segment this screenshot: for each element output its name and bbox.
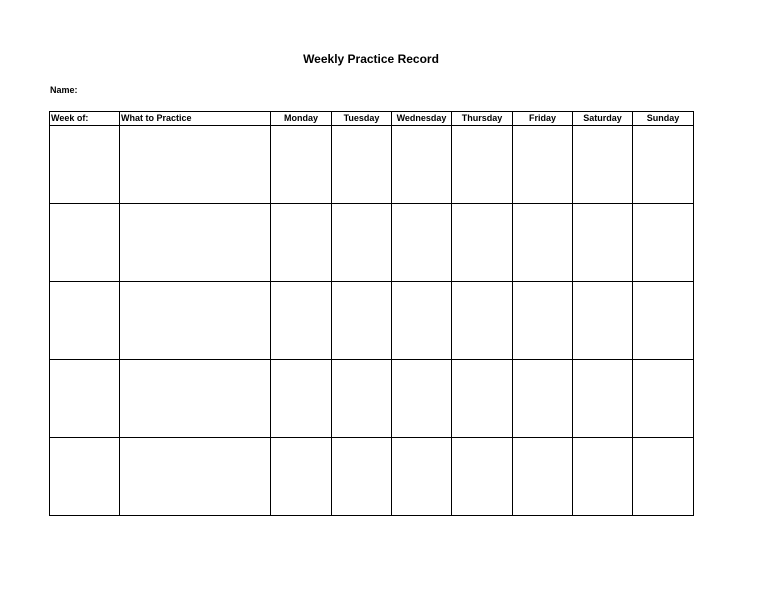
table-body [50, 126, 694, 516]
table-cell[interactable] [332, 360, 392, 438]
header-tuesday: Tuesday [332, 112, 392, 126]
header-wednesday: Wednesday [392, 112, 452, 126]
table-cell[interactable] [573, 204, 633, 282]
header-sunday: Sunday [633, 112, 694, 126]
table-cell[interactable] [633, 282, 694, 360]
table-row [50, 204, 694, 282]
table-row [50, 126, 694, 204]
header-week-of: Week of: [50, 112, 120, 126]
table-cell[interactable] [452, 360, 513, 438]
header-monday: Monday [271, 112, 332, 126]
table-cell[interactable] [452, 438, 513, 516]
table-cell[interactable] [513, 204, 573, 282]
header-what-to-practice: What to Practice [120, 112, 271, 126]
table-cell[interactable] [120, 282, 271, 360]
table-cell[interactable] [50, 126, 120, 204]
table-cell[interactable] [392, 204, 452, 282]
table-cell[interactable] [332, 282, 392, 360]
header-friday: Friday [513, 112, 573, 126]
table-cell[interactable] [392, 282, 452, 360]
table-cell[interactable] [120, 126, 271, 204]
header-saturday: Saturday [573, 112, 633, 126]
table-cell[interactable] [50, 438, 120, 516]
table-cell[interactable] [120, 438, 271, 516]
table-cell[interactable] [50, 360, 120, 438]
table-row [50, 360, 694, 438]
table-cell[interactable] [633, 204, 694, 282]
table-header-row [50, 112, 694, 126]
table-cell[interactable] [573, 282, 633, 360]
table-cell[interactable] [271, 126, 332, 204]
table-cell[interactable] [513, 282, 573, 360]
table-cell[interactable] [120, 204, 271, 282]
table-cell[interactable] [513, 126, 573, 204]
table-cell[interactable] [271, 204, 332, 282]
table-cell[interactable] [50, 204, 120, 282]
table-cell[interactable] [271, 360, 332, 438]
page-title: Weekly Practice Record [303, 52, 439, 66]
table-cell[interactable] [392, 126, 452, 204]
table-cell[interactable] [271, 282, 332, 360]
header-thursday: Thursday [452, 112, 513, 126]
table-cell[interactable] [573, 438, 633, 516]
table-cell[interactable] [573, 360, 633, 438]
name-label: Name: [50, 85, 78, 95]
table-cell[interactable] [452, 282, 513, 360]
table-cell[interactable] [392, 360, 452, 438]
table-cell[interactable] [332, 126, 392, 204]
table-cell[interactable] [633, 126, 694, 204]
table-row [50, 282, 694, 360]
table-cell[interactable] [332, 204, 392, 282]
table-cell[interactable] [633, 360, 694, 438]
practice-record-table [49, 111, 694, 516]
table-cell[interactable] [332, 438, 392, 516]
table-cell[interactable] [573, 126, 633, 204]
table-cell[interactable] [271, 438, 332, 516]
table-cell[interactable] [452, 126, 513, 204]
table-cell[interactable] [513, 360, 573, 438]
table-cell[interactable] [513, 438, 573, 516]
table-row [50, 438, 694, 516]
table-cell[interactable] [120, 360, 271, 438]
table-cell[interactable] [633, 438, 694, 516]
table-cell[interactable] [452, 204, 513, 282]
table-cell[interactable] [50, 282, 120, 360]
table-cell[interactable] [392, 438, 452, 516]
